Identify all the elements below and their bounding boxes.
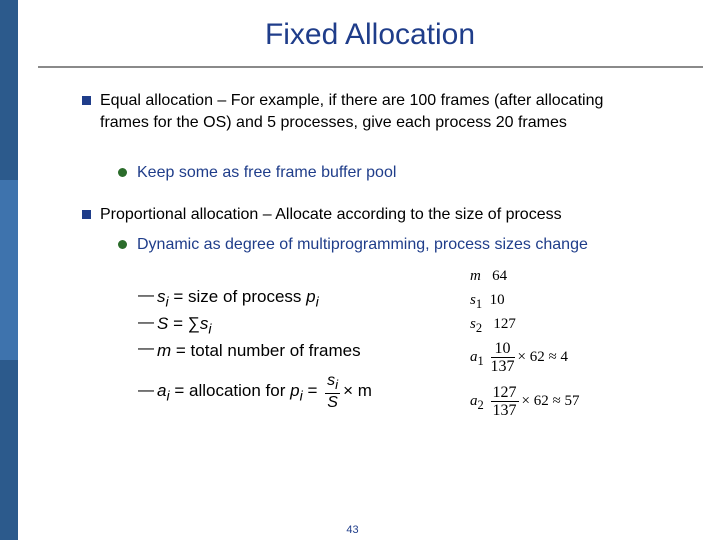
slide-title: Fixed Allocation [264,18,476,51]
bullet-dot-icon [118,240,127,249]
sidebar-middle-band [0,180,18,360]
sidebar-bottom-band [0,360,18,540]
fraction-127-over-137: $\frac{127}{137}$ [492,384,517,419]
formula-m: m = total number of frames [157,341,361,360]
title-divider [38,66,703,68]
bullet-dynamic-allocation: Dynamic as degree of multiprogramming, process sizes change [137,236,588,253]
bullet-square-icon [82,210,91,219]
example-s2: $s_2$ 127 [470,316,516,335]
fraction-si-over-S: $\frac{s_i}{S}$ [327,372,339,412]
bullet-proportional-allocation: Proportional allocation – Allocate according to the size of process [100,206,562,223]
page-number: 43 [346,524,359,536]
formula-ai: $a_i$ = allocation for $p_i$ = $\frac{s_i}{S}$ × m [157,372,372,412]
dash-marker: — [138,287,154,304]
fraction-10-over-137: $\frac{10}{137}$ [490,340,515,375]
bullet-equal-allocation: Equal allocation – For example, if there are 100 frames (after allocating frames for the OS) and 5 processes, give each process 20 frames [100,92,604,131]
example-a2: $a_2$ $\frac{127}{137}$ × 62 ≈ 57 [470,384,580,419]
formula-S-sum: $S = \sum s_i$ [157,314,212,338]
bullet-square-icon [82,96,91,105]
bullet-dot-icon [118,168,127,177]
example-s1: $s_1$ 10 [470,292,505,311]
dash-marker: — [138,340,154,357]
bullet-free-frame-pool: Keep some as free frame buffer pool [137,164,397,181]
dash-marker: — [138,314,154,331]
example-a1: $a_1$ $\frac{10}{137}$ × 62 ≈ 4 [470,340,568,375]
formula-si: $s_i$ = size of process $p_i$ [157,287,319,311]
dash-marker: — [138,382,154,399]
example-m: m 64 [470,268,508,284]
